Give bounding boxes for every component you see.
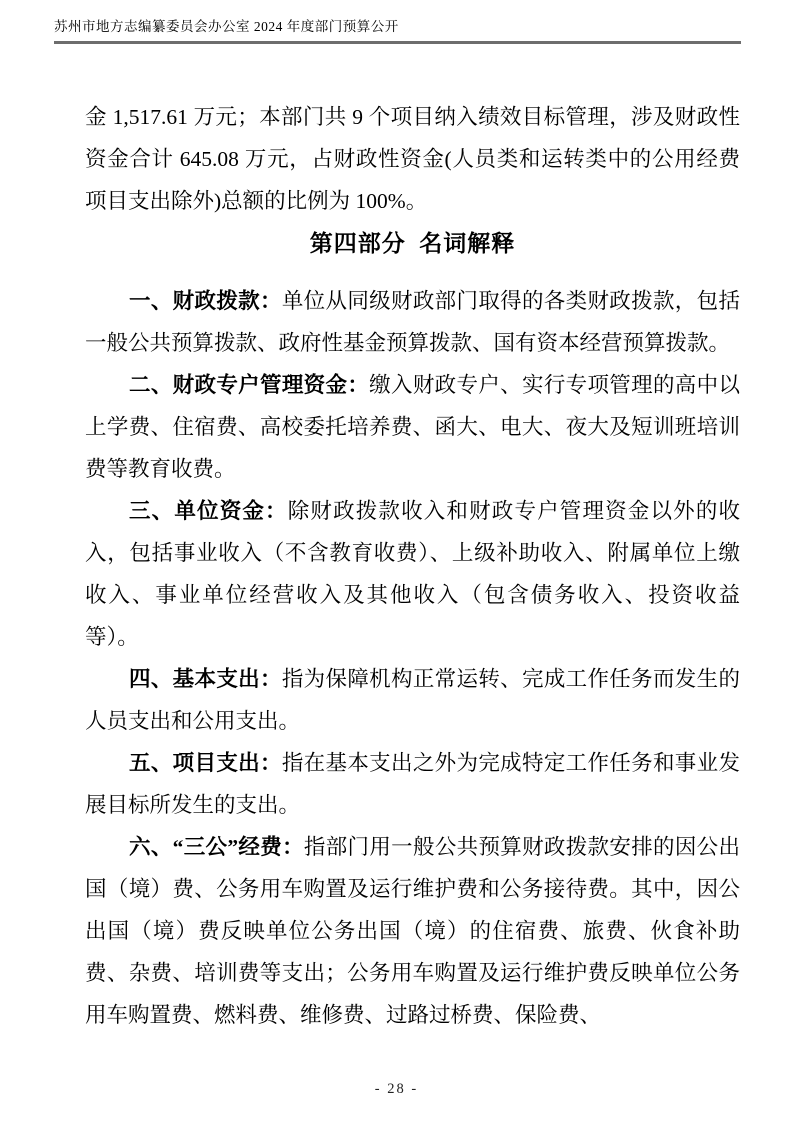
term-paragraph-4 bbox=[85, 658, 740, 742]
term-label-3: 三、单位资金： bbox=[129, 499, 288, 523]
term-label-4: 四、基本支出： bbox=[129, 667, 282, 691]
term-definition-5: 指在基本支出之外为完成特定工作任务和事业发展目标所发生的支出。 bbox=[85, 751, 740, 817]
paragraph-intro: 金 1,517.61 万元；本部门共 9 个项目纳入绩效目标管理，涉及财政性资金合计 645.08 万元，占财政性资金(人员类和运转类中的公用经费项目支出除外)总额的比例为 100%。 bbox=[85, 105, 740, 213]
term-label-1: 一、财政拨款： bbox=[129, 289, 282, 313]
term-label-2: 二、财政专户管理资金： bbox=[129, 373, 370, 397]
term-definition-4: 指为保障机构正常运转、完成工作任务而发生的人员支出和公用支出。 bbox=[85, 667, 740, 733]
page-header bbox=[54, 0, 741, 44]
term-label-6: 六、“三公”经费： bbox=[129, 835, 304, 859]
term-paragraph-2 bbox=[85, 364, 740, 490]
term-definition-6: 指部门用一般公共预算财政拨款安排的因公出国（境）费、公务用车购置及运行维护费和公务接待费。其中，因公出国（境）费反映单位公务出国（境）的住宿费、旅费、伙食补助费、杂费、培训费等支出；公务用车购置及运行维护费反映单位公务用车购置费、燃料费、维修费、过路过桥费、保险费、 bbox=[85, 835, 740, 1027]
term-definition-2: 缴入财政专户、实行专项管理的高中以上学费、住宿费、高校委托培养费、函大、电大、夜大及短训班培训费等教育收费。 bbox=[85, 373, 740, 481]
term-paragraph-3 bbox=[85, 490, 740, 658]
term-paragraph-6 bbox=[85, 826, 740, 1036]
page-footer bbox=[0, 1080, 793, 1098]
section-title: 第四部分 名词解释 bbox=[309, 231, 516, 256]
page-number: - 28 - bbox=[374, 1081, 419, 1097]
term-paragraph-5 bbox=[85, 742, 740, 826]
term-definition-1: 单位从同级财政部门取得的各类财政拨款，包括一般公共预算拨款、政府性基金预算拨款、国有资本经营预算拨款。 bbox=[85, 289, 740, 355]
document-body bbox=[85, 96, 740, 1036]
term-definition-3: 除财政拨款收入和财政专户管理资金以外的收入，包括事业收入（不含教育收费）、上级补助收入、附属单位上缴收入、事业单位经营收入及其他收入（包含债务收入、投资收益等）。 bbox=[85, 499, 740, 649]
header-title: 苏州市地方志编纂委员会办公室 2024 年度部门预算公开 bbox=[54, 19, 399, 34]
term-paragraph-1 bbox=[85, 280, 740, 364]
term-label-5: 五、项目支出： bbox=[129, 751, 282, 775]
